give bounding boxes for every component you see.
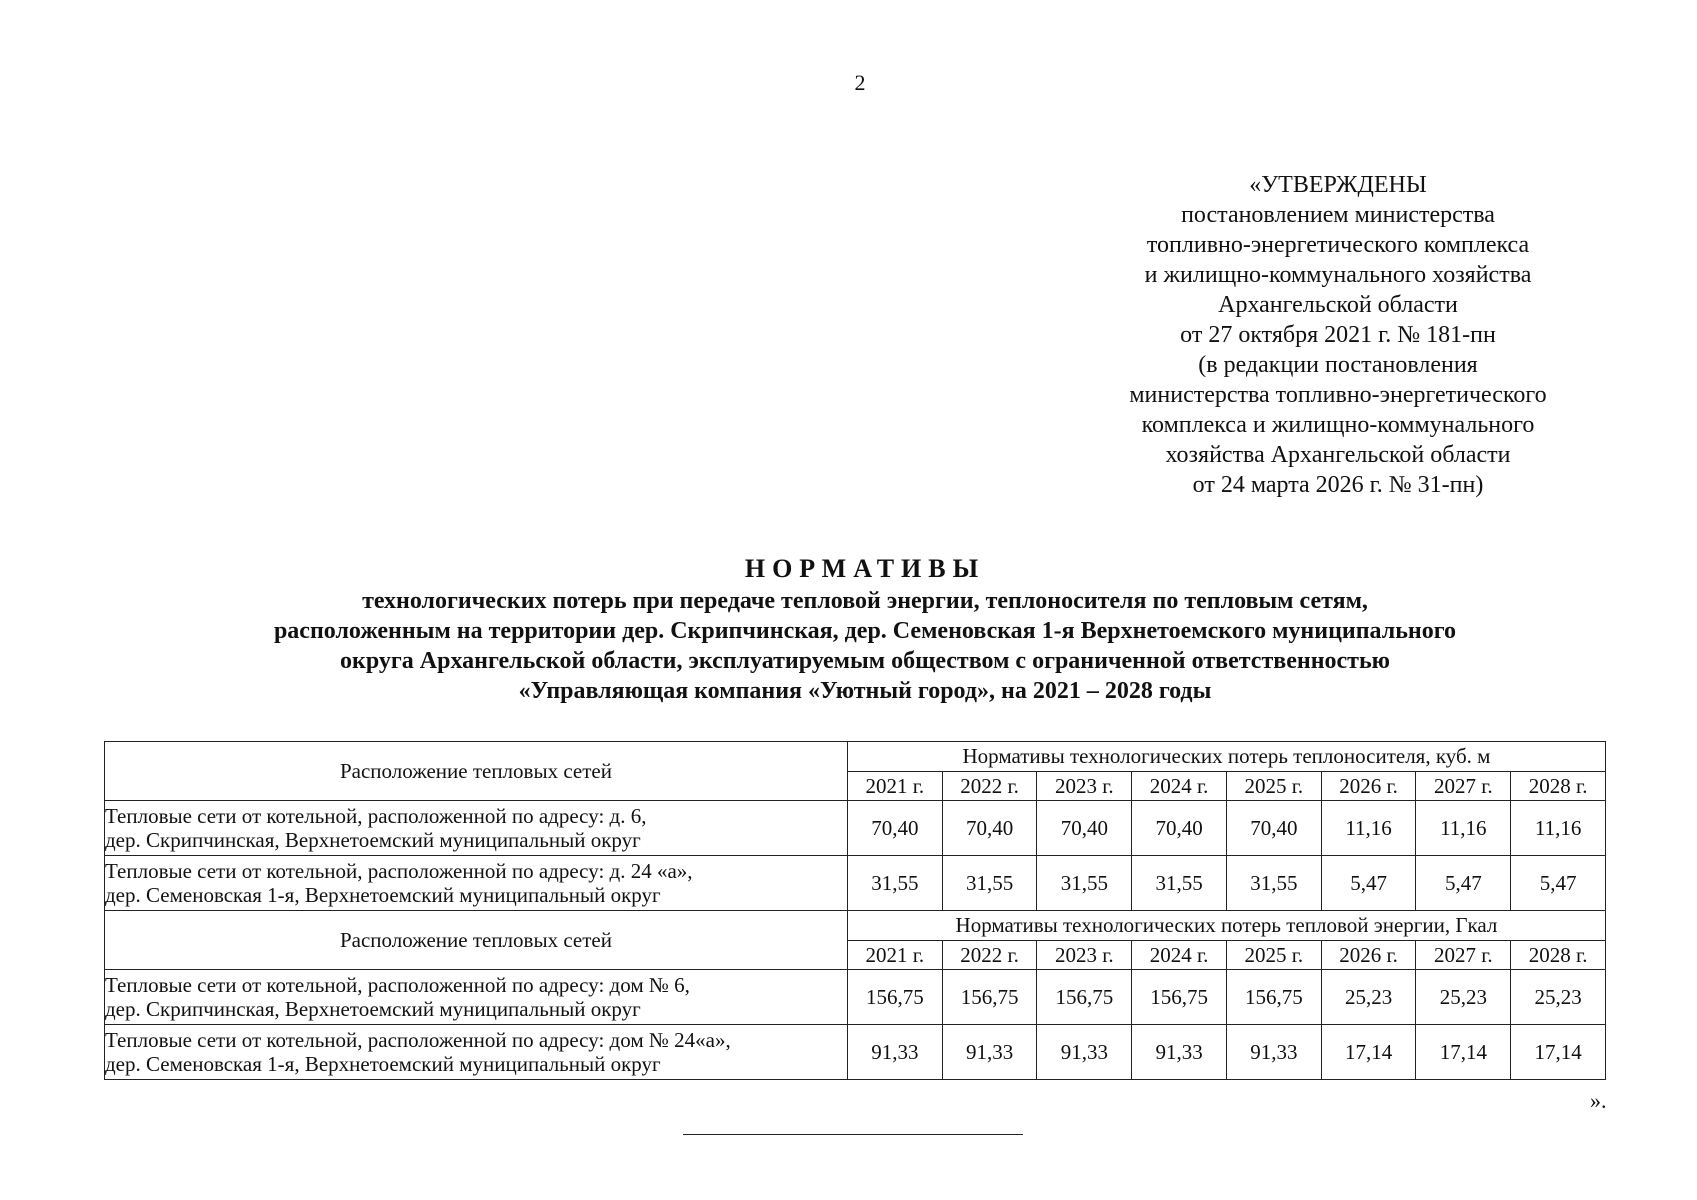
value-cell: 70,40 xyxy=(942,801,1037,856)
year-header: 2027 г. xyxy=(1416,771,1511,801)
value-cell: 91,33 xyxy=(847,1025,942,1080)
table-header-row xyxy=(105,742,1606,772)
approval-line: от 24 марта 2026 г. № 31-пн) xyxy=(1192,472,1484,498)
year-header: 2021 г. xyxy=(847,940,942,970)
year-header: 2023 г. xyxy=(1037,940,1132,970)
table-row xyxy=(105,801,1606,856)
location-cell xyxy=(105,801,848,856)
value-cell: 25,23 xyxy=(1416,970,1511,1025)
year-header: 2026 г. xyxy=(1321,940,1416,970)
page-number: 2 xyxy=(854,70,866,95)
year-header: 2023 г. xyxy=(1037,771,1132,801)
title-subtitle-line: «Управляющая компания «Уютный город», на 2021 – 2028 годы xyxy=(518,678,1212,704)
location-line: дер. Семеновская 1-я, Верхнетоемский муниципальный округ xyxy=(105,883,661,907)
norms-table xyxy=(104,741,1606,1080)
value-cell: 31,55 xyxy=(1037,856,1132,911)
location-line: Тепловые сети от котельной, расположенной по адресу: дом № 24«а», xyxy=(105,1028,731,1052)
value-cell: 31,55 xyxy=(1226,856,1321,911)
table-header-row xyxy=(105,911,1606,941)
table-row xyxy=(105,856,1606,911)
approval-line: (в редакции постановления xyxy=(1198,352,1478,378)
value-cell: 156,75 xyxy=(1132,970,1227,1025)
approval-line: от 27 октября 2021 г. № 181-пн xyxy=(1180,322,1496,348)
value-cell: 91,33 xyxy=(942,1025,1037,1080)
approval-line: «УТВЕРЖДЕНЫ xyxy=(1249,172,1427,198)
value-cell: 5,47 xyxy=(1416,856,1511,911)
value-cell: 11,16 xyxy=(1321,801,1416,856)
approval-stamp xyxy=(1088,170,1588,500)
value-cell: 17,14 xyxy=(1511,1025,1606,1080)
year-header: 2028 г. xyxy=(1511,771,1606,801)
document-title xyxy=(100,552,1630,706)
value-cell: 156,75 xyxy=(1037,970,1132,1025)
value-cell: 91,33 xyxy=(1132,1025,1227,1080)
location-line: Тепловые сети от котельной, расположенной по адресу: д. 6, xyxy=(105,804,647,828)
location-header: Расположение тепловых сетей xyxy=(105,742,848,801)
value-cell: 70,40 xyxy=(1132,801,1227,856)
value-cell: 11,16 xyxy=(1511,801,1606,856)
year-header: 2026 г. xyxy=(1321,771,1416,801)
approval-line: министерства топливно-энергетического xyxy=(1129,382,1547,408)
year-header: 2025 г. xyxy=(1226,940,1321,970)
norm-header: Нормативы технологических потерь тепловой энергии, Гкал xyxy=(847,911,1605,941)
location-cell xyxy=(105,1025,848,1080)
title-subtitle-line: расположенным на территории дер. Скрипчинская, дер. Семеновская 1-я Верхнетоемского муниципального xyxy=(273,618,1457,644)
title-subtitle-line: округа Архангельской области, эксплуатируемым обществом с ограниченной ответственностью xyxy=(340,648,1390,674)
value-cell: 156,75 xyxy=(1226,970,1321,1025)
approval-line: и жилищно-коммунального хозяйства xyxy=(1144,262,1532,288)
value-cell: 5,47 xyxy=(1511,856,1606,911)
location-line: дер. Семеновская 1-я, Верхнетоемский муниципальный округ xyxy=(105,1052,661,1076)
year-header: 2022 г. xyxy=(942,940,1037,970)
value-cell: 156,75 xyxy=(847,970,942,1025)
year-header: 2027 г. xyxy=(1416,940,1511,970)
approval-line: Архангельской области xyxy=(1218,292,1458,318)
value-cell: 31,55 xyxy=(847,856,942,911)
location-line: дер. Скрипчинская, Верхнетоемский муниципальный округ xyxy=(105,997,641,1021)
value-cell: 70,40 xyxy=(847,801,942,856)
value-cell: 31,55 xyxy=(942,856,1037,911)
closing-quote-mark: ». xyxy=(1590,1088,1607,1113)
location-cell xyxy=(105,970,848,1025)
value-cell: 70,40 xyxy=(1037,801,1132,856)
approval-line: постановлением министерства xyxy=(1181,202,1495,228)
year-header: 2025 г. xyxy=(1226,771,1321,801)
value-cell: 17,14 xyxy=(1321,1025,1416,1080)
norm-header: Нормативы технологических потерь теплоносителя, куб. м xyxy=(847,742,1605,772)
value-cell: 11,16 xyxy=(1416,801,1511,856)
location-line: Тепловые сети от котельной, расположенной по адресу: дом № 6, xyxy=(105,973,690,997)
value-cell: 70,40 xyxy=(1226,801,1321,856)
value-cell: 17,14 xyxy=(1416,1025,1511,1080)
value-cell: 5,47 xyxy=(1321,856,1416,911)
value-cell: 91,33 xyxy=(1037,1025,1132,1080)
approval-line: комплекса и жилищно-коммунального xyxy=(1141,412,1535,438)
year-header: 2028 г. xyxy=(1511,940,1606,970)
table-row xyxy=(105,1025,1606,1080)
year-header: 2024 г. xyxy=(1132,771,1227,801)
year-header: 2022 г. xyxy=(942,771,1037,801)
location-line: Тепловые сети от котельной, расположенной по адресу: д. 24 «а», xyxy=(105,859,693,883)
title-main: НОРМАТИВЫ xyxy=(744,554,986,583)
value-cell: 25,23 xyxy=(1511,970,1606,1025)
year-header: 2021 г. xyxy=(847,771,942,801)
location-header: Расположение тепловых сетей xyxy=(105,911,848,970)
value-cell: 156,75 xyxy=(942,970,1037,1025)
value-cell: 31,55 xyxy=(1132,856,1227,911)
footer-divider xyxy=(683,1134,1023,1135)
value-cell: 91,33 xyxy=(1226,1025,1321,1080)
year-header: 2024 г. xyxy=(1132,940,1227,970)
location-cell xyxy=(105,856,848,911)
location-line: дер. Скрипчинская, Верхнетоемский муниципальный округ xyxy=(105,828,641,852)
approval-line: хозяйства Архангельской области xyxy=(1165,442,1511,468)
table-row xyxy=(105,970,1606,1025)
approval-line: топливно-энергетического комплекса xyxy=(1146,232,1530,258)
title-subtitle-line: технологических потерь при передаче тепловой энергии, теплоносителя по тепловым сетям, xyxy=(362,588,1368,614)
value-cell: 25,23 xyxy=(1321,970,1416,1025)
